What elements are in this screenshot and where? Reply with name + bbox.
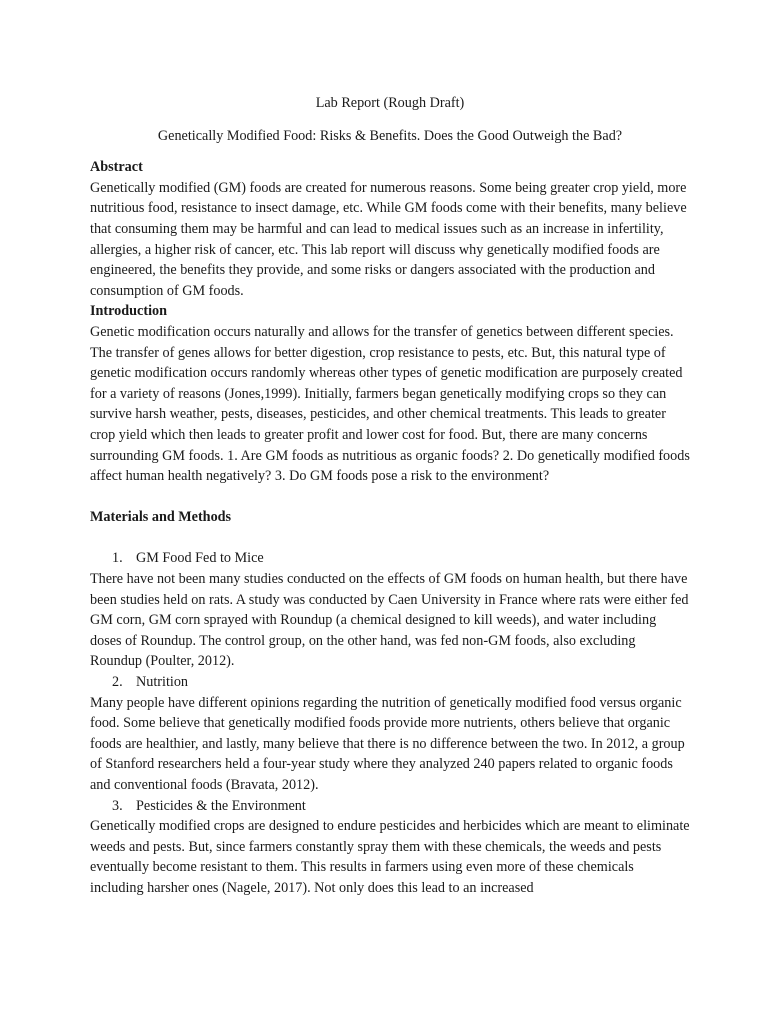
methods-section (90, 507, 690, 898)
methods-item (90, 672, 690, 796)
methods-item-title: Nutrition (136, 674, 189, 691)
introduction-text: Genetic modification occurs naturally and allows for the transfer of genetics between different species. The transfer of genes allows for better digestion, crop resistance to pests, etc. But, this natural type of genetic modification occurs randomly whereas other types of genetic modification are purposely created for a variety of reasons (Jones,1999). Initially, farmers began genetically modifying crops so they can survive harsh weather, pests, diseases, pesticides, and other chemical treatments. This leads to greater crop yield which then leads to greater profit and lower cost for food. But, there are many concerns surrounding GM foods. 1. Are GM foods as nutritious as organic foods? 2. Do genetically modified foods affect human health negatively? 3. Do GM foods pose a risk to the environment? (90, 323, 690, 485)
document-subtitle: Genetically Modified Food: Risks & Benefits. Does the Good Outweigh the Bad? (157, 127, 623, 144)
abstract-section (90, 157, 690, 301)
methods-item (90, 548, 690, 672)
methods-item-heading (90, 796, 690, 817)
introduction-section (90, 301, 690, 486)
methods-item-heading (90, 672, 690, 693)
methods-item-title: GM Food Fed to Mice (136, 550, 264, 567)
methods-item-heading (90, 548, 690, 569)
abstract-heading: Abstract (90, 159, 143, 176)
document-title: Lab Report (Rough Draft) (315, 95, 465, 111)
methods-item-number: 3. (112, 797, 123, 814)
methods-item-title: Pesticides & the Environment (136, 797, 306, 814)
abstract-text: Genetically modified (GM) foods are created for numerous reasons. Some being greater crop yield, more nutritious food, resistance to insect damage, etc. While GM foods come with their benefits, many believe that consuming them may be harmful and can lead to medical issues such as an increase in infertility, allergies, a higher risk of cancer, etc. This lab report will discuss why genetically modified foods are engineered, the benefits they provide, and some risks or dangers associated with the production and consumption of GM foods. (90, 179, 687, 299)
methods-item (90, 796, 690, 899)
methods-item-text: There have not been many studies conducted on the effects of GM foods on human health, but there have been studies held on rats. A study was conducted by Caen University in France where rats were either fed GM corn, GM corn sprayed with Roundup (a chemical designed to kill weeds), and water including doses of Roundup. The control group, on the other hand, was fed non-GM foods, also excluding Roundup (Poulter, 2012). (90, 571, 689, 670)
methods-item-number: 2. (112, 674, 123, 691)
introduction-heading: Introduction (90, 303, 167, 320)
methods-heading: Materials and Methods (90, 509, 232, 526)
methods-item-text: Many people have different opinions regarding the nutrition of genetically modified food versus organic food. Some believe that genetically modified foods provide more nutrients, others believe that organic foods are healthier, and lastly, many believe that there is no difference between the two. In 2012, a group of Stanford researchers held a four-year study where they analyzed 240 papers related to organic foods and conventional foods (Bravata, 2012). (90, 694, 685, 793)
document-page (90, 93, 690, 899)
methods-item-text: Genetically modified crops are designed to endure pesticides and herbicides which are meant to eliminate weeds and pests. But, since farmers constantly spray them with these chemicals, the weeds and pests eventually become resistant to them. This results in farmers using even more of these chemicals including harsher ones (Nagele, 2017). Not only does this lead to an increased (90, 818, 690, 896)
methods-item-number: 1. (112, 550, 123, 567)
